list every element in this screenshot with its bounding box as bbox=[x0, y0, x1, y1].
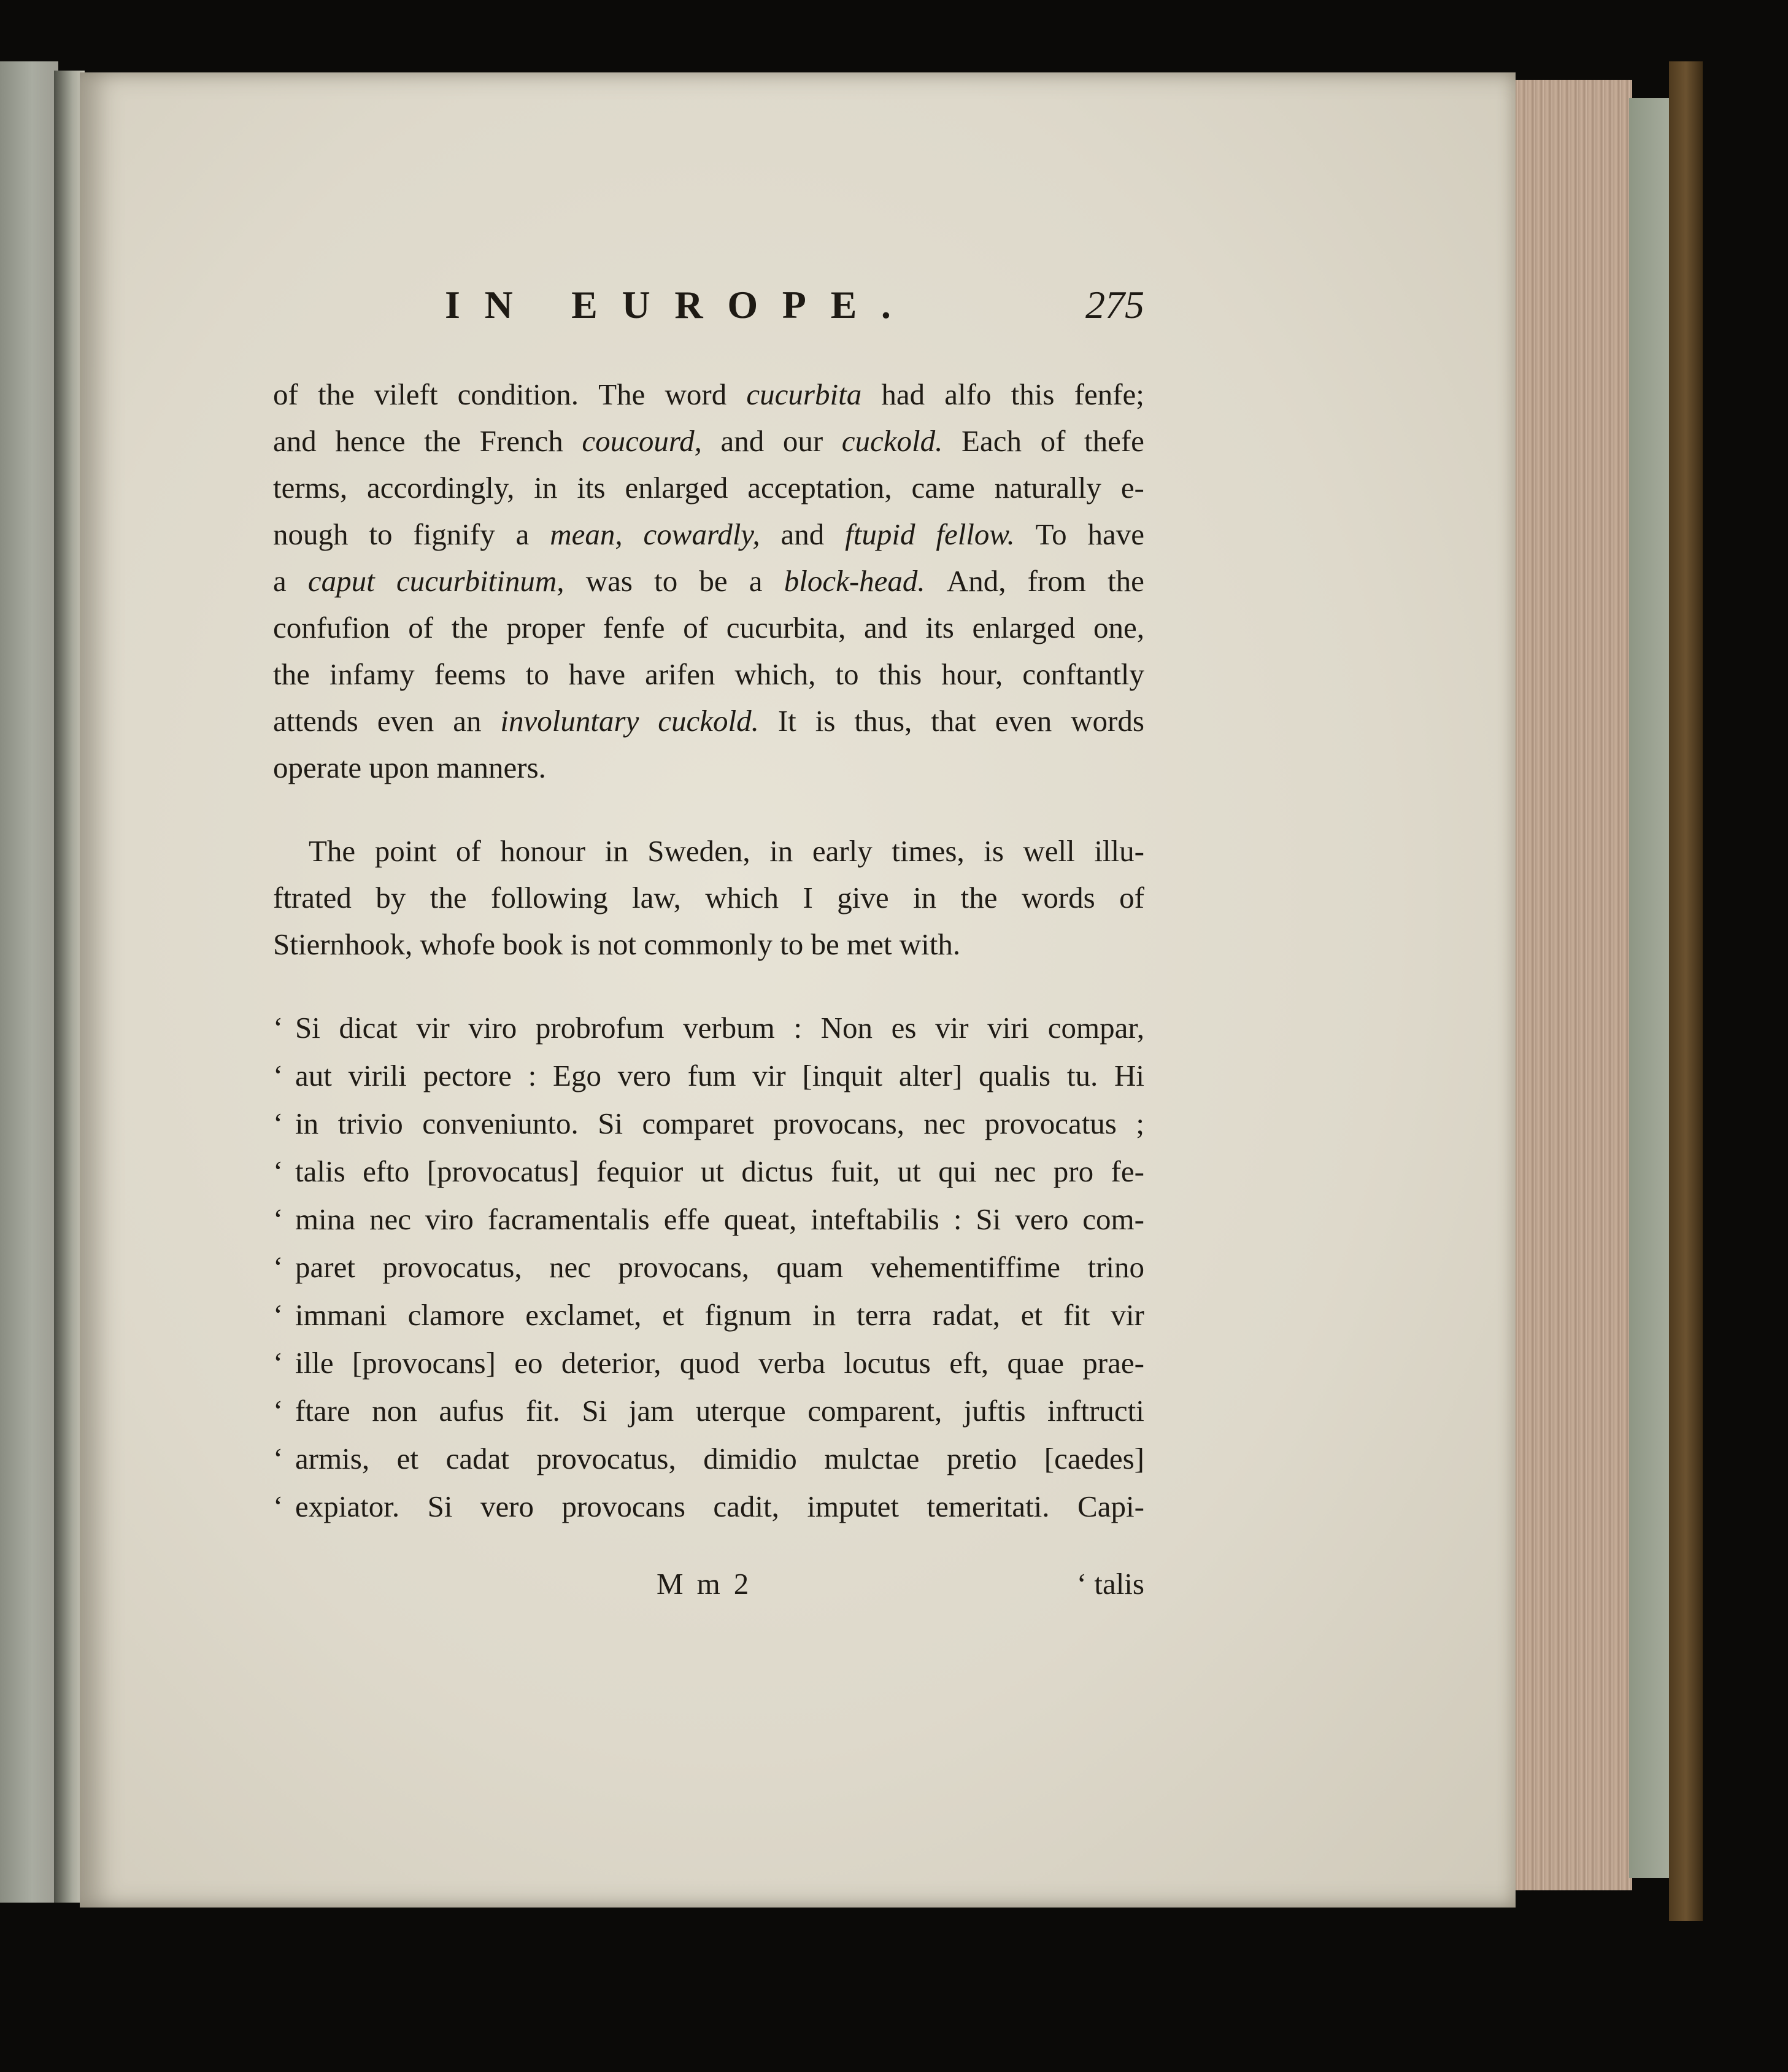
quote-mark: ‘ bbox=[273, 1202, 283, 1236]
book-cover-edge bbox=[1669, 61, 1703, 1921]
text-line: The point of honour in Sweden, in early times, is well illu- bbox=[309, 834, 1144, 868]
quote-line bbox=[273, 1100, 1144, 1148]
text-line: nough to fignify a mean, cowardly, and ftupid fellow. To have bbox=[273, 517, 1144, 551]
quote-text: immani clamore exclamet, et fignum in terra radat, et fit vir bbox=[295, 1298, 1144, 1332]
quote-text: in trivio conveniunto. Si comparet provocans, nec provocatus ; bbox=[295, 1107, 1144, 1140]
page-number: 275 bbox=[1085, 283, 1144, 327]
facing-page-edge bbox=[0, 61, 58, 1903]
quote-line bbox=[273, 1340, 1144, 1388]
quote-mark: ‘ bbox=[273, 1490, 283, 1523]
text-line: and hence the French coucourd, and our cuckold. Each of thefe bbox=[273, 424, 1144, 458]
running-title: IN EUROPE. bbox=[445, 283, 915, 327]
text-line: of the vileft condition. The word cucurbita had alfo this fenfe; bbox=[273, 377, 1144, 411]
quote-mark: ‘ bbox=[273, 1107, 283, 1140]
quote-text: Si dicat vir viro probrofum verbum : Non es vir viri compar, bbox=[295, 1011, 1144, 1045]
quote-text: paret provocatus, nec provocans, quam vehementiffime trino bbox=[295, 1250, 1144, 1284]
quote-line bbox=[273, 1388, 1144, 1436]
page-header bbox=[445, 282, 1144, 344]
quote-mark: ‘ bbox=[273, 1059, 283, 1092]
quote-line bbox=[273, 1244, 1144, 1292]
page-fore-edge bbox=[1509, 80, 1632, 1890]
quote-line bbox=[273, 1053, 1144, 1100]
latin-quotation bbox=[273, 1005, 1144, 1531]
page-fore-edge-outer bbox=[1629, 98, 1672, 1878]
quote-text: ftare non aufus fit. Si jam uterque comparent, juftis inftructi bbox=[295, 1394, 1144, 1428]
text-line: the infamy feems to have arifen which, to this hour, conftantly bbox=[273, 657, 1144, 691]
quote-line bbox=[273, 1005, 1144, 1053]
quote-text: expiator. Si vero provocans cadit, imputet temeritati. Capi- bbox=[295, 1490, 1144, 1523]
quote-text: mina nec viro facramentalis effe queat, inteftabilis : Si vero com- bbox=[295, 1202, 1144, 1236]
body-text bbox=[273, 371, 1144, 1531]
text-line: a caput cucurbitinum, was to be a block-head. And, from the bbox=[273, 564, 1144, 598]
page-footer bbox=[273, 1566, 1144, 1615]
paragraph-2 bbox=[273, 828, 1144, 968]
paragraph-1 bbox=[273, 371, 1144, 791]
text-line: attends even an involuntary cuckold. It is thus, that even words bbox=[273, 704, 1144, 738]
quote-line bbox=[273, 1292, 1144, 1340]
text-line: operate upon manners. bbox=[273, 751, 546, 784]
quote-text: ille [provocans] eo deterior, quod verba locutus eft, quae prae- bbox=[295, 1346, 1144, 1380]
text-line: Stiernhook, whofe book is not commonly to be met with. bbox=[273, 927, 961, 961]
catchword: ‘ talis bbox=[1076, 1567, 1144, 1601]
quote-text: aut virili pectore : Ego vero fum vir [inquit alter] qualis tu. Hi bbox=[295, 1059, 1144, 1092]
quote-line bbox=[273, 1148, 1144, 1196]
text-line: confufion of the proper fenfe of cucurbita, and its enlarged one, bbox=[273, 611, 1144, 644]
quote-mark: ‘ bbox=[273, 1346, 283, 1380]
quote-text: talis efto [provocatus] fequior ut dictus fuit, ut qui nec pro fe- bbox=[295, 1154, 1144, 1188]
quote-mark: ‘ bbox=[273, 1011, 283, 1045]
quote-mark: ‘ bbox=[273, 1394, 283, 1428]
quote-mark: ‘ bbox=[273, 1442, 283, 1475]
quote-line bbox=[273, 1483, 1144, 1531]
quote-text: armis, et cadat provocatus, dimidio mulctae pretio [caedes] bbox=[295, 1442, 1144, 1475]
text-line: terms, accordingly, in its enlarged acceptation, came naturally e- bbox=[273, 471, 1144, 504]
text-line: ftrated by the following law, which I give in the words of bbox=[273, 881, 1144, 914]
signature-mark: M m 2 bbox=[657, 1567, 752, 1601]
quote-mark: ‘ bbox=[273, 1154, 283, 1188]
quote-mark: ‘ bbox=[273, 1250, 283, 1284]
quote-line bbox=[273, 1196, 1144, 1244]
quote-mark: ‘ bbox=[273, 1298, 283, 1332]
quote-line bbox=[273, 1436, 1144, 1483]
